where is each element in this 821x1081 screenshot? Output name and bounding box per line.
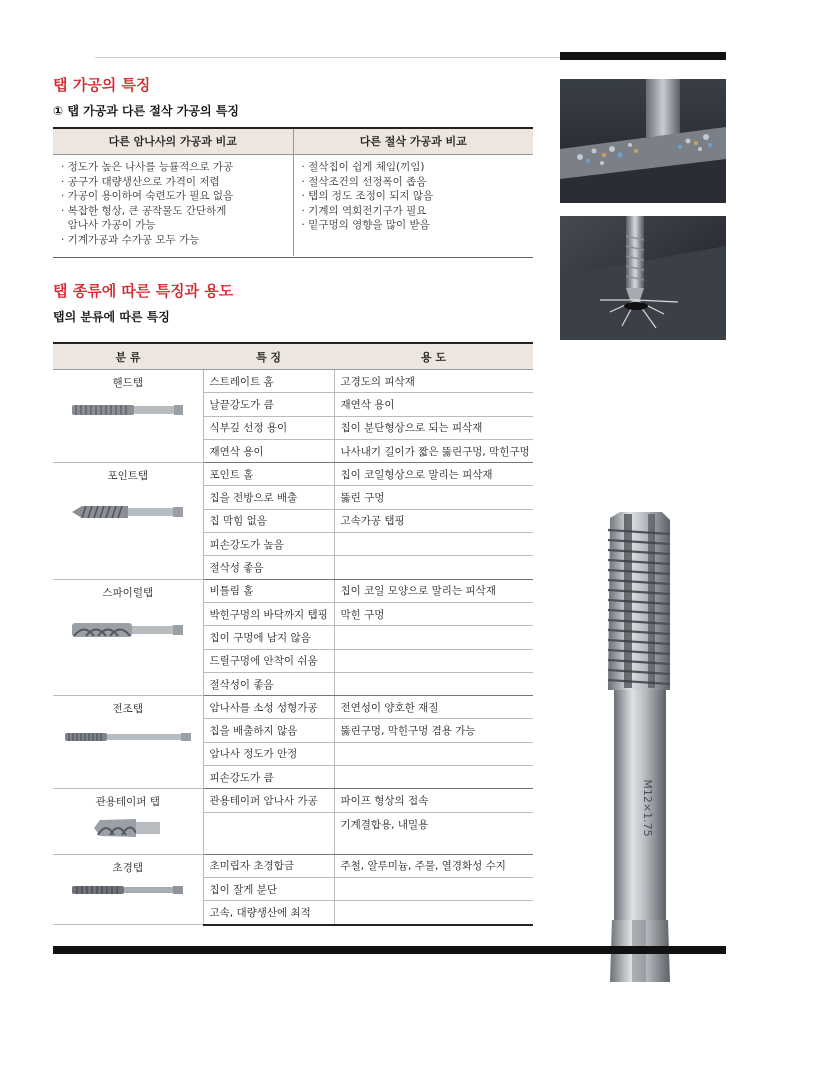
category-pipe-taper-tap xyxy=(53,789,203,854)
column-header-feature: 특 징 xyxy=(203,343,334,370)
feature-cell: 피손강도가 큼 xyxy=(203,766,334,789)
feature-cell: 박힌구멍의 바닥까지 탭핑 xyxy=(203,602,334,625)
feature-cell: 날끝강도가 큼 xyxy=(203,393,334,416)
section-title-tap-types: 탭 종류에 따른 특징과 용도 xyxy=(53,282,234,300)
usage-cell xyxy=(334,533,533,556)
table-row xyxy=(53,789,533,812)
comparison-right-item: · 절삭칩이 쉽게 체임(끼임) xyxy=(301,161,425,173)
comparison-header-left: 다른 암나사의 가공과 비교 xyxy=(53,129,294,154)
usage-cell: 주철, 알루미늄, 주물, 열경화성 수지 xyxy=(334,854,533,877)
comparison-left-item: · 기계가공과 수가공 모두 가능 xyxy=(61,233,200,246)
table-row xyxy=(53,579,533,602)
usage-cell: 나사내기 길이가 짧은 뚫린구멍, 막힌구멍 xyxy=(334,439,533,462)
section-title-tap-features: 탭 가공의 특징 xyxy=(53,76,151,94)
comparison-header xyxy=(53,129,533,155)
feature-cell: 칩이 구멍에 남지 않음 xyxy=(203,626,334,649)
comparison-left-item: · 가공이 용이하여 숙련도가 필요 없음 xyxy=(61,190,234,202)
usage-cell xyxy=(334,556,533,579)
comparison-right-item: · 절삭조건의 선정폭이 좁음 xyxy=(301,175,427,188)
section-subtitle-classification: 탭의 분류에 따른 특징 xyxy=(53,310,170,324)
feature-cell: 스트레이트 홈 xyxy=(203,370,334,393)
category-spiral-tap xyxy=(53,579,203,695)
usage-cell: 고속가공 탭핑 xyxy=(334,509,533,532)
table-row xyxy=(53,370,533,393)
usage-cell: 기계결합용, 내밀용 xyxy=(334,812,533,854)
feature-cell: 절삭성 좋음 xyxy=(203,556,334,579)
table-row xyxy=(53,463,533,486)
machining-photo xyxy=(560,79,726,203)
usage-cell xyxy=(334,742,533,765)
pipe-taper-tap-image xyxy=(92,817,164,839)
spiral-tap-image xyxy=(70,620,185,640)
comparison-table xyxy=(53,127,533,258)
category-label: 스파이럴탭 xyxy=(102,586,154,599)
category-carbide-tap xyxy=(53,854,203,924)
comparison-right-item: · 기계의 역회전기구가 필요 xyxy=(301,204,427,217)
classification-table xyxy=(53,342,533,926)
category-label: 핸드탭 xyxy=(112,377,143,389)
usage-cell: 뚫린구멍, 막힌구멍 겸용 가능 xyxy=(334,719,533,742)
hand-tap-image xyxy=(70,402,185,418)
comparison-header-right: 다른 절삭 가공과 비교 xyxy=(359,135,467,148)
feature-cell: 드릴구멍에 안착이 쉬움 xyxy=(203,649,334,672)
comparison-right-item: · 탭의 정도 조정이 되지 않음 xyxy=(301,190,434,202)
feature-cell: 칩을 배출하지 않음 xyxy=(203,719,334,742)
usage-cell: 칩이 분단형상으로 되는 피삭재 xyxy=(334,416,533,439)
product-marking: M12×1.75 xyxy=(641,779,654,837)
point-tap-image xyxy=(70,503,185,521)
feature-cell: 포인트 홀 xyxy=(203,463,334,486)
usage-cell: 전연성이 양호한 재질 xyxy=(334,696,533,719)
tapping-photo xyxy=(560,216,726,340)
comparison-left-item: · 공구가 대량생산으로 가격이 저렴 xyxy=(61,175,220,188)
tap-product-image xyxy=(588,508,688,988)
column-header-usage: 용 도 xyxy=(334,343,533,370)
comparison-right-item: · 밑구멍의 영향을 많이 받음 xyxy=(301,219,430,231)
section-subtitle-comparison: ① 탭 가공과 다른 절삭 가공의 특징 xyxy=(53,104,239,118)
header-rule xyxy=(95,57,560,58)
feature-cell xyxy=(203,812,334,854)
usage-cell xyxy=(334,626,533,649)
comparison-left-item: · 복잡한 형상, 큰 공작물도 간단하게 xyxy=(61,204,227,217)
usage-cell: 막힌 구멍 xyxy=(334,602,533,625)
column-header-category: 분 류 xyxy=(53,343,203,370)
usage-cell: 재연삭 용이 xyxy=(334,393,533,416)
category-label: 포인트탭 xyxy=(107,470,149,483)
category-label: 전조탭 xyxy=(112,703,143,716)
feature-cell: 비틀림 홀 xyxy=(203,579,334,602)
feature-cell: 칩이 잘게 분단 xyxy=(203,877,334,900)
category-point-tap xyxy=(53,463,203,579)
table-row xyxy=(53,696,533,719)
category-forming-tap xyxy=(53,696,203,789)
usage-cell xyxy=(334,901,533,925)
feature-cell: 고속, 대량생산에 최적 xyxy=(203,901,334,925)
category-label: 관용테이퍼 탭 xyxy=(95,796,160,809)
feature-cell: 암나사를 소성 성형가공 xyxy=(203,696,334,719)
forming-tap-image xyxy=(63,730,193,744)
usage-cell xyxy=(334,877,533,900)
feature-cell: 절삭성이 좋음 xyxy=(203,672,334,695)
feature-cell: 초미립자 초경합금 xyxy=(203,854,334,877)
feature-cell: 재연삭 용이 xyxy=(203,439,334,462)
usage-cell xyxy=(334,766,533,789)
category-label: 초경탭 xyxy=(112,861,143,874)
comparison-right-column xyxy=(294,155,534,256)
header-accent-bar xyxy=(560,52,726,60)
feature-cell: 칩을 전방으로 배출 xyxy=(203,486,334,509)
feature-cell: 암나사 정도가 안정 xyxy=(203,742,334,765)
table-row xyxy=(53,854,533,877)
usage-cell xyxy=(334,649,533,672)
comparison-left-column xyxy=(53,155,294,256)
category-hand-tap xyxy=(53,370,203,463)
carbide-tap-image xyxy=(70,883,185,897)
feature-cell: 칩 막힘 없음 xyxy=(203,509,334,532)
feature-cell: 식부깊 선정 용이 xyxy=(203,416,334,439)
usage-cell: 뚫린 구멍 xyxy=(334,486,533,509)
usage-cell xyxy=(334,672,533,695)
feature-cell: 관용테이퍼 암나사 가공 xyxy=(203,789,334,812)
feature-cell: 피손강도가 높음 xyxy=(203,533,334,556)
usage-cell: 칩이 코일형상으로 말리는 피삭재 xyxy=(334,463,533,486)
usage-cell: 파이프 형상의 접속 xyxy=(334,789,533,812)
comparison-left-item: 암나사 가공이 가능 xyxy=(61,219,156,231)
comparison-left-item: · 정도가 높은 나사를 능률적으로 가공 xyxy=(61,161,234,173)
usage-cell: 칩이 코일 모양으로 말리는 피삭재 xyxy=(334,579,533,602)
footer-bar xyxy=(53,946,726,954)
usage-cell: 고경도의 피삭재 xyxy=(334,370,533,393)
